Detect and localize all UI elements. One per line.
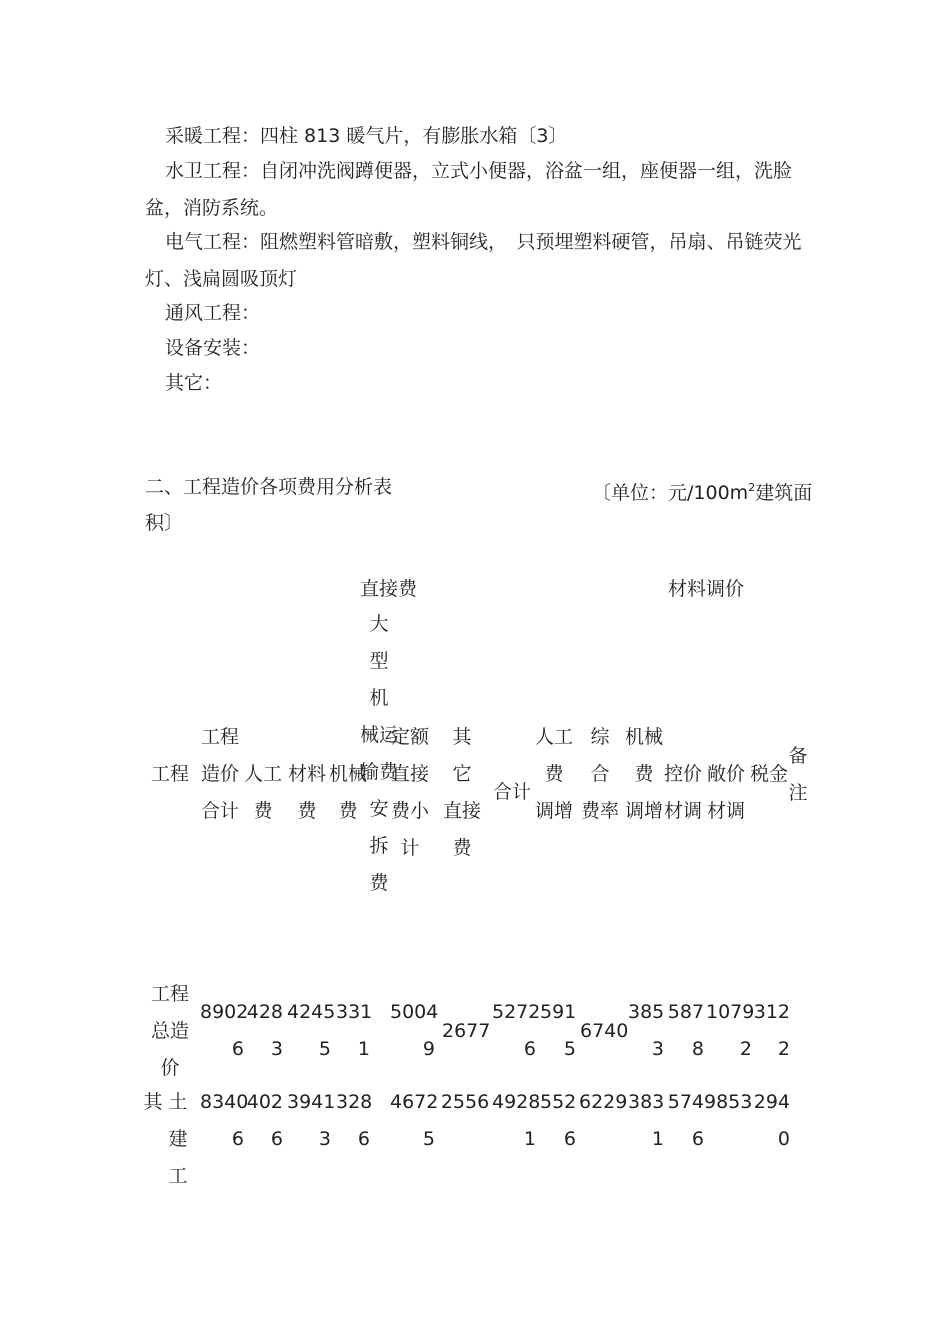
header-text: 拆 xyxy=(369,835,389,857)
cell-other: 2677 xyxy=(442,1020,491,1042)
cell-controlled-price xyxy=(666,994,704,1068)
header-text: 合计 xyxy=(492,781,531,803)
cell-tax xyxy=(752,994,790,1068)
cell-text: 9 xyxy=(422,1038,435,1060)
header-machine-adjust xyxy=(624,719,664,830)
cell-text: 4245 xyxy=(287,1001,336,1023)
header-text: 工程 xyxy=(200,726,239,748)
cell-machine-adjust xyxy=(628,1084,664,1158)
header-text: 费 xyxy=(297,800,317,822)
cell-text: 8340 xyxy=(200,1091,249,1113)
group-header-material-adjustment: 材料调价 xyxy=(668,578,745,600)
header-project-text: 工程 xyxy=(150,763,189,785)
header-text: 控价 xyxy=(663,763,702,785)
header-text: 大 xyxy=(369,613,389,635)
cell-text: 574 xyxy=(667,1091,704,1113)
cell-text: 6 xyxy=(563,1128,576,1150)
header-text: 费 xyxy=(253,800,273,822)
cell-text: 5 xyxy=(422,1128,435,1150)
cell-tax xyxy=(752,1084,790,1158)
cell-machine xyxy=(336,1084,373,1158)
cell-text: 587 xyxy=(667,1001,704,1023)
header-other-direct xyxy=(440,719,484,867)
header-text: 人工 xyxy=(534,726,573,748)
cell-labor-adjust xyxy=(540,1084,576,1158)
cell-open-price: 9853 xyxy=(704,1091,753,1113)
heating-paragraph: 采暖工程：四柱 813 暖气片，有膨胀水箱〔3〕 xyxy=(165,125,568,147)
header-text: 费 xyxy=(369,872,389,894)
cell-text: 5 xyxy=(318,1038,331,1060)
header-text: 合计 xyxy=(200,800,239,822)
cell-text: 3 xyxy=(651,1038,664,1060)
header-text: 合 xyxy=(590,763,610,785)
cell-text: 5 xyxy=(563,1038,576,1060)
row-name-text: 价 xyxy=(160,1057,180,1079)
cell-text: 6 xyxy=(357,1128,370,1150)
header-overall-rate xyxy=(580,719,620,830)
header-text: 费 xyxy=(634,763,654,785)
cell-text: 0 xyxy=(777,1128,790,1150)
cell-controlled-price xyxy=(666,1084,704,1158)
cell-text: 4928 xyxy=(492,1091,541,1113)
cell-overall-rate: 6740 xyxy=(580,1020,629,1042)
cell-text: 294 xyxy=(753,1091,790,1113)
header-text: 费小 xyxy=(390,800,429,822)
header-total-cost xyxy=(200,719,240,830)
header-text: 输费 xyxy=(359,761,398,783)
header-text: 机械 xyxy=(328,763,367,785)
header-labor-adjust xyxy=(534,719,574,830)
cell-text: 6 xyxy=(691,1128,704,1150)
cell-machine xyxy=(336,994,373,1068)
cell-text: 6 xyxy=(231,1128,244,1150)
header-tax xyxy=(749,756,789,793)
cell-text: 5272 xyxy=(492,1001,541,1023)
cell-text: 3 xyxy=(270,1038,283,1060)
cell-text: 552 xyxy=(540,1091,577,1113)
header-project xyxy=(150,756,190,793)
cell-subtotal xyxy=(492,994,541,1068)
header-text: 机 xyxy=(369,687,389,709)
other-paragraph: 其它： xyxy=(165,372,223,394)
cell-text: 5004 xyxy=(390,1001,439,1023)
cell-text: 402 xyxy=(246,1091,283,1113)
electrical-paragraph: 电气工程：阻燃塑料管暗敷，塑料铜线， 只预埋塑料硬管，吊扇、吊链荧光灯、浅扁圆吸顶灯 xyxy=(145,231,802,290)
header-text: 造价 xyxy=(200,763,239,785)
unit-label-continued: 积〕 xyxy=(145,512,184,534)
cell-text: 1 xyxy=(651,1128,664,1150)
cell-text: 3941 xyxy=(287,1091,336,1113)
cell-subtotal xyxy=(492,1084,541,1158)
cell-text: 383 xyxy=(628,1091,665,1113)
cell-text: 591 xyxy=(540,1001,577,1023)
cell-text: 3 xyxy=(318,1128,331,1150)
header-text: 它 xyxy=(452,763,472,785)
unit-superscript: 2 xyxy=(748,481,756,494)
cell-quota xyxy=(390,1084,439,1158)
header-text: 费 xyxy=(452,837,472,859)
header-open-price xyxy=(706,756,746,830)
equipment-paragraph: 设备安装： xyxy=(165,337,261,359)
cell-machine-adjust xyxy=(628,994,664,1068)
row-name-text: 土 xyxy=(168,1091,188,1113)
cell-text: 385 xyxy=(628,1001,665,1023)
header-text: 定额 xyxy=(390,726,429,748)
header-text: 直接 xyxy=(442,800,481,822)
cell-quota xyxy=(390,994,439,1068)
cell-text: 1079 xyxy=(706,1001,755,1023)
cell-total xyxy=(200,994,249,1068)
cell-overall-rate: 6229 xyxy=(579,1091,628,1113)
header-text: 费 xyxy=(338,800,358,822)
row-name-civil xyxy=(166,1084,190,1195)
cell-open-price xyxy=(706,994,755,1068)
header-text: 计 xyxy=(400,837,420,859)
row-name-text: 工 xyxy=(168,1165,188,1187)
cell-text: 8902 xyxy=(200,1001,249,1023)
row-name-text: 总造 xyxy=(150,1020,189,1042)
header-quota-direct xyxy=(390,719,430,867)
section-title: 二、工程造价各项费用分析表 xyxy=(145,476,393,498)
unit-label-pre: 〔单位：元/100m xyxy=(592,482,749,504)
cell-material xyxy=(287,994,336,1068)
cell-text: 6 xyxy=(231,1038,244,1060)
header-controlled-price xyxy=(663,756,703,830)
cell-text: 4672 xyxy=(390,1091,439,1113)
header-labor xyxy=(243,756,283,830)
unit-label xyxy=(592,469,812,512)
header-text: 税金 xyxy=(749,763,788,785)
cell-text: 331 xyxy=(336,1001,373,1023)
group-header-direct-cost: 直接费 xyxy=(360,578,418,600)
cell-labor xyxy=(243,1084,283,1158)
cell-text: 312 xyxy=(753,1001,790,1023)
header-text: 械运 xyxy=(359,724,398,746)
header-text: 调增 xyxy=(534,800,573,822)
header-text: 直接 xyxy=(390,763,429,785)
header-text: 其 xyxy=(452,726,472,748)
cell-material xyxy=(287,1084,336,1158)
cell-text: 8 xyxy=(691,1038,704,1060)
cell-other: 2556 xyxy=(440,1091,490,1113)
header-text: 备 xyxy=(788,745,808,767)
header-text: 调增 xyxy=(624,800,663,822)
header-text: 材调 xyxy=(706,800,745,822)
header-text: 费 xyxy=(544,763,564,785)
row-name-of-which: 其 xyxy=(143,1091,163,1113)
cell-text: 1 xyxy=(357,1038,370,1060)
cell-text: 428 xyxy=(246,1001,283,1023)
header-text: 综 xyxy=(590,726,610,748)
header-text: 材料 xyxy=(287,763,326,785)
header-text: 敞价 xyxy=(706,763,745,785)
ventilation-paragraph: 通风工程： xyxy=(165,302,261,324)
header-material xyxy=(287,756,327,830)
header-text: 型 xyxy=(369,650,389,672)
plumbing-paragraph: 水卫工程：自闭冲洗阀蹲便器，立式小便器，浴盆一组，座便器一组，洗脸盆，消防系统。 xyxy=(145,160,793,219)
header-subtotal xyxy=(490,774,534,811)
cell-labor xyxy=(243,994,283,1068)
row-name-total-cost xyxy=(150,976,190,1087)
header-text: 人工 xyxy=(243,763,282,785)
header-text: 材调 xyxy=(663,800,702,822)
header-remark xyxy=(786,738,810,812)
cell-text: 1 xyxy=(523,1128,536,1150)
unit-label-post: 建筑面 xyxy=(755,482,813,504)
header-text: 安 xyxy=(369,798,389,820)
header-text: 机械 xyxy=(624,726,663,748)
cell-labor-adjust xyxy=(540,994,576,1068)
cell-text: 328 xyxy=(336,1091,373,1113)
header-text: 费率 xyxy=(580,800,619,822)
cell-text: 2 xyxy=(777,1038,790,1060)
row-name-text: 建 xyxy=(168,1128,188,1150)
cell-text: 2 xyxy=(739,1038,752,1060)
cell-text: 6 xyxy=(270,1128,283,1150)
header-text: 注 xyxy=(788,782,808,804)
cell-total xyxy=(200,1084,249,1158)
row-name-text: 工程 xyxy=(150,983,189,1005)
cell-text: 6 xyxy=(523,1038,536,1060)
